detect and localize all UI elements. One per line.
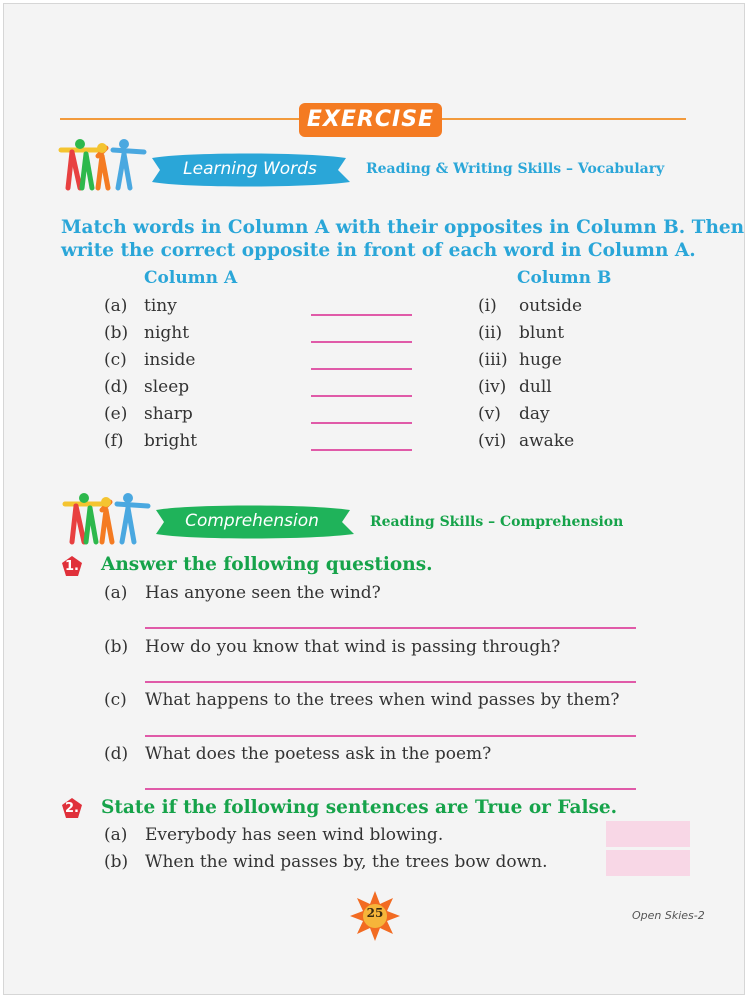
question-1-badge-wrap bbox=[61, 555, 83, 577]
column-a-marker: (f) bbox=[104, 431, 124, 451]
comprehension-skill-label: Reading Skills – Comprehension bbox=[370, 514, 624, 530]
q2-marker: (b) bbox=[104, 852, 129, 872]
column-a-word: sharp bbox=[144, 404, 193, 424]
q1-answer-line-a[interactable] bbox=[145, 627, 636, 629]
instruction-line-1: Match words in Column A with their opposites in Column B. Then bbox=[61, 217, 745, 238]
page-number: 25 bbox=[366, 906, 384, 920]
column-b-word: day bbox=[519, 404, 550, 424]
children-group-icon bbox=[62, 492, 152, 546]
q1-question: What happens to the trees when wind passes by them? bbox=[145, 690, 620, 710]
answer-blank-f[interactable] bbox=[311, 449, 412, 451]
column-a-word: night bbox=[144, 323, 190, 343]
question-2-title: State if the following sentences are True or False. bbox=[101, 797, 618, 818]
column-b-marker: (vi) bbox=[478, 431, 507, 451]
question-2-badge-wrap bbox=[61, 797, 83, 819]
answer-blank-c[interactable] bbox=[311, 368, 412, 370]
column-a-word: bright bbox=[144, 431, 198, 451]
q1-answer-line-b[interactable] bbox=[145, 681, 636, 683]
column-b-marker: (v) bbox=[478, 404, 501, 424]
children-group-icon bbox=[58, 138, 148, 192]
column-b-marker: (iv) bbox=[478, 377, 507, 397]
true-false-box-a[interactable] bbox=[606, 821, 690, 847]
column-b-word: huge bbox=[519, 350, 562, 370]
q2-statement: When the wind passes by, the trees bow down. bbox=[145, 852, 548, 872]
column-b-word: outside bbox=[519, 296, 583, 316]
column-a-word: inside bbox=[144, 350, 196, 370]
header-rule-right bbox=[440, 118, 686, 120]
q2-statement: Everybody has seen wind blowing. bbox=[145, 825, 444, 845]
column-b-marker: (ii) bbox=[478, 323, 503, 343]
q1-marker: (a) bbox=[104, 583, 128, 603]
column-a-title: Column A bbox=[144, 268, 238, 288]
q1-question: Has anyone seen the wind? bbox=[145, 583, 381, 603]
answer-blank-b[interactable] bbox=[311, 341, 412, 343]
column-b-word: dull bbox=[519, 377, 552, 397]
comprehension-banner: Comprehension bbox=[185, 511, 319, 531]
answer-blank-d[interactable] bbox=[311, 395, 412, 397]
column-a-marker: (b) bbox=[104, 323, 129, 343]
answer-blank-a[interactable] bbox=[311, 314, 412, 316]
question-1-title: Answer the following questions. bbox=[101, 554, 433, 575]
column-a-marker: (d) bbox=[104, 377, 129, 397]
answer-blank-e[interactable] bbox=[311, 422, 412, 424]
vocabulary-skill-label: Reading & Writing Skills – Vocabulary bbox=[366, 161, 665, 177]
column-a-marker: (c) bbox=[104, 350, 127, 370]
q1-question: What does the poetess ask in the poem? bbox=[145, 744, 492, 764]
column-b-word: blunt bbox=[519, 323, 565, 343]
instruction-line-2: write the correct opposite in front of each word in Column A. bbox=[61, 240, 696, 261]
q1-marker: (c) bbox=[104, 690, 127, 710]
column-b-marker: (i) bbox=[478, 296, 497, 316]
column-a-word: sleep bbox=[144, 377, 190, 397]
question-1-number: 1. bbox=[65, 559, 79, 574]
column-a-marker: (e) bbox=[104, 404, 128, 424]
q1-marker: (b) bbox=[104, 637, 129, 657]
column-a-marker: (a) bbox=[104, 296, 128, 316]
q1-question: How do you know that wind is passing through? bbox=[145, 637, 561, 657]
learning-words-banner: Learning Words bbox=[183, 159, 317, 179]
exercise-label: EXERCISE bbox=[299, 103, 442, 137]
column-b-marker: (iii) bbox=[478, 350, 508, 370]
q2-marker: (a) bbox=[104, 825, 128, 845]
column-b-title: Column B bbox=[517, 268, 612, 288]
true-false-box-b[interactable] bbox=[606, 850, 690, 876]
q1-answer-line-d[interactable] bbox=[145, 788, 636, 790]
q1-marker: (d) bbox=[104, 744, 129, 764]
column-b-word: awake bbox=[519, 431, 575, 451]
column-a-word: tiny bbox=[144, 296, 177, 316]
question-2-number: 2. bbox=[65, 801, 79, 816]
header-rule-left bbox=[60, 118, 302, 120]
q1-answer-line-c[interactable] bbox=[145, 735, 636, 737]
book-title: Open Skies-2 bbox=[632, 909, 705, 922]
